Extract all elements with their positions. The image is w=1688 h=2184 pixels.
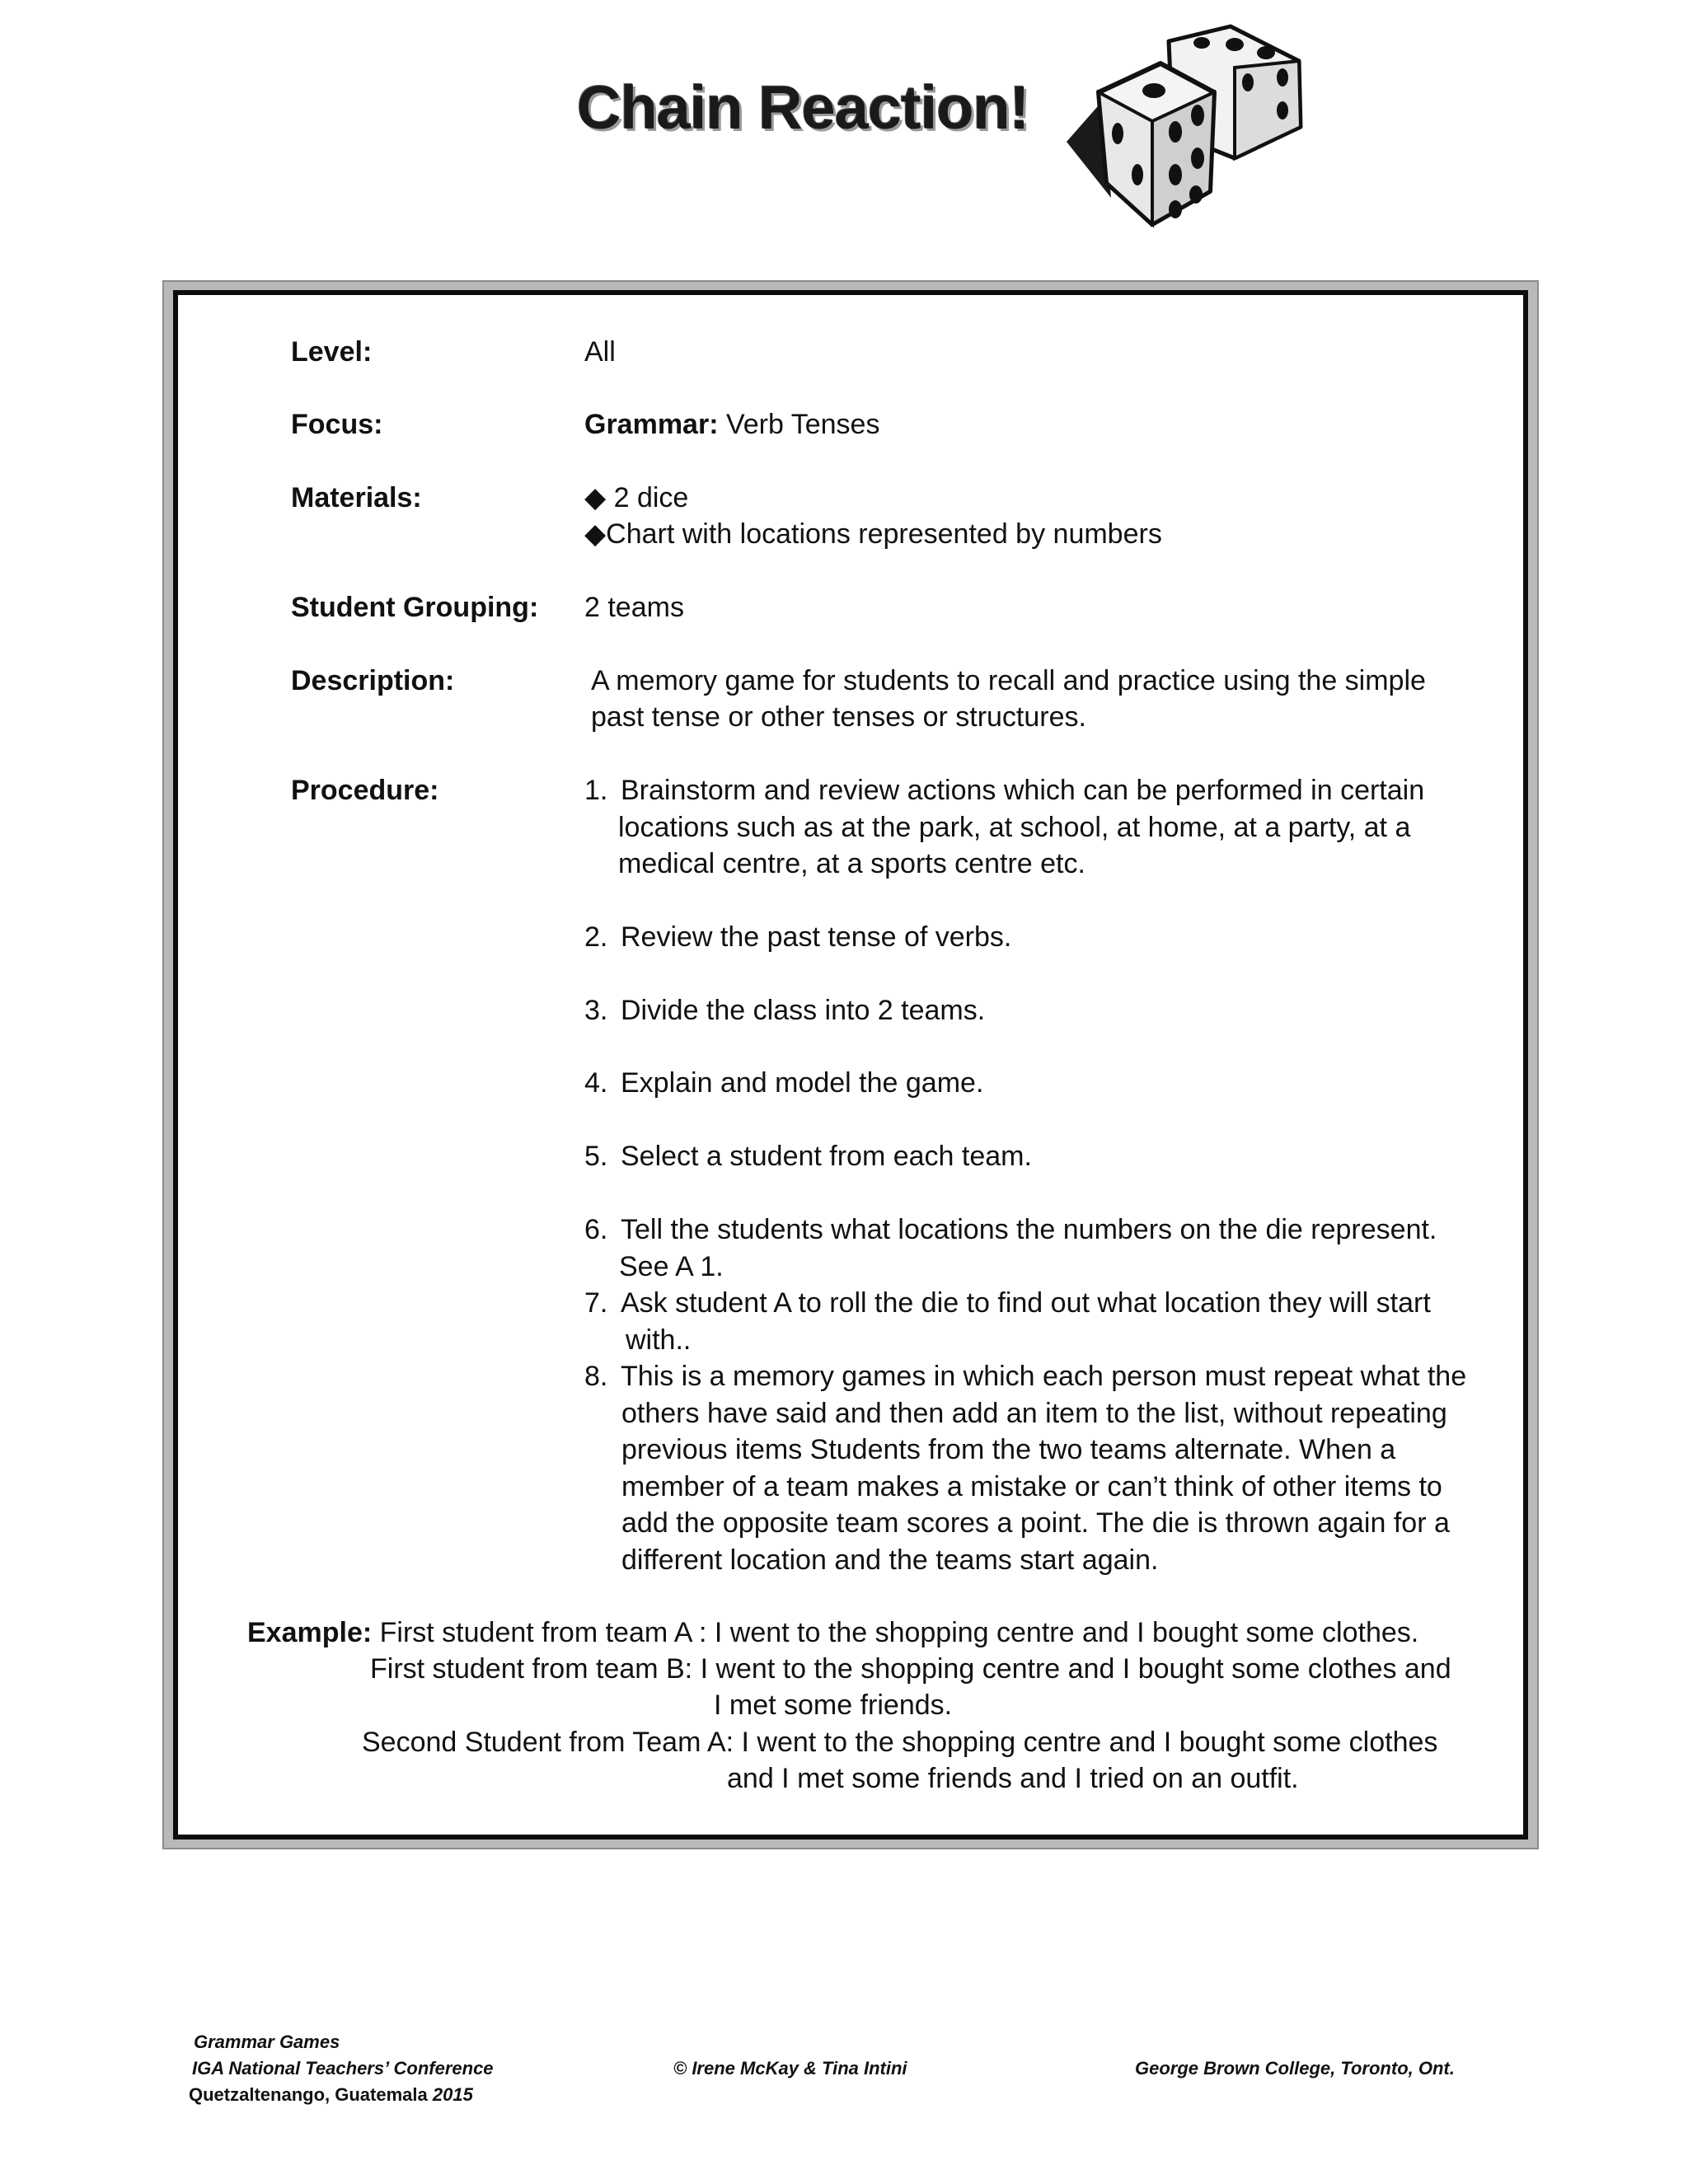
procedure-step — [584, 1358, 1466, 1578]
footer-conference: IGA National Teachers’ Conference — [192, 2058, 494, 2079]
step-line: with.. — [626, 1324, 692, 1356]
step-line: member of a team makes a mistake or can’t think of other items to — [621, 1470, 1442, 1502]
step-number: 4. — [584, 1067, 608, 1099]
focus-topic: Verb Tenses — [725, 409, 880, 440]
footer-place: Quetzaltenango, Guatemala — [189, 2084, 428, 2105]
step-line: Divide the class into 2 teams. — [621, 995, 986, 1026]
description-label: Description: — [291, 665, 455, 696]
step-line: Brainstorm and review actions which can be performed in certain — [621, 775, 1425, 806]
step-line: locations such as at the park, at school, at home, at a party, at a — [618, 811, 1411, 843]
footer-series: Grammar Games — [194, 2032, 340, 2052]
procedure-step — [584, 919, 1011, 956]
example-text: First student from team A : I went to the shopping centre and I bought some clothes. — [379, 1617, 1419, 1648]
focus-key: Grammar: — [584, 409, 719, 440]
procedure-step — [584, 1212, 1437, 1285]
step-line: medical centre, at a sports centre etc. — [618, 848, 1085, 879]
procedure-step — [584, 772, 1424, 883]
step-number: 6. — [584, 1214, 608, 1245]
description-line: past tense or other tenses or structures. — [591, 701, 1086, 733]
focus-label: Focus: — [291, 409, 383, 440]
step-number: 3. — [584, 995, 608, 1026]
step-line: different location and the teams start again. — [621, 1544, 1159, 1576]
procedure-step — [584, 1138, 1032, 1175]
step-number: 8. — [584, 1361, 608, 1392]
footer-year: 2015 — [432, 2084, 473, 2105]
step-line: previous items Students from the two teams alternate. When a — [621, 1434, 1396, 1465]
step-line: This is a memory games in which each person must repeat what the — [621, 1361, 1467, 1392]
procedure-step — [584, 1065, 983, 1102]
step-number: 5. — [584, 1141, 608, 1172]
focus-value — [584, 406, 879, 443]
step-number: 2. — [584, 921, 608, 953]
step-number: 1. — [584, 775, 608, 806]
step-line: Select a student from each team. — [621, 1141, 1032, 1172]
step-line: Explain and model the game. — [621, 1067, 984, 1099]
step-line: Tell the students what locations the numbers on the die represent. — [621, 1214, 1437, 1245]
level-value: All — [584, 336, 616, 368]
level-label: Level: — [291, 336, 373, 368]
materials-label: Materials: — [291, 482, 422, 513]
step-line: Ask student A to roll the die to find out what location they will start — [621, 1287, 1431, 1319]
example-line: and I met some friends and I tried on an outfit. — [727, 1763, 1299, 1794]
step-line: add the opposite team scores a point. The die is thrown again for a — [621, 1507, 1450, 1539]
example-line — [247, 1615, 1418, 1651]
footer-college: George Brown College, Toronto, Ont. — [1135, 2058, 1455, 2079]
step-number: 7. — [584, 1287, 608, 1319]
example-line: First student from team B: I went to the shopping centre and I bought some clothes and — [370, 1653, 1451, 1685]
grouping-label: Student Grouping: — [291, 592, 539, 623]
materials-item: ◆ 2 dice — [584, 482, 689, 513]
footer-location — [189, 2082, 473, 2108]
materials-item: ◆Chart with locations represented by numbers — [584, 518, 1162, 550]
page-title: Chain Reaction! — [577, 73, 1029, 142]
procedure-step — [584, 992, 985, 1029]
front-die — [1099, 63, 1214, 224]
dice-icon — [1062, 18, 1319, 234]
procedure-step — [584, 1285, 1431, 1358]
step-line: Review the past tense of verbs. — [621, 921, 1012, 953]
footer-copyright: © Irene McKay & Tina Intini — [673, 2058, 907, 2079]
example-label: Example: — [247, 1617, 373, 1648]
example-line: Second Student from Team A: I went to the shopping centre and I bought some clothes — [362, 1727, 1438, 1758]
step-line: See A 1. — [619, 1250, 724, 1282]
procedure-label: Procedure: — [291, 775, 439, 806]
grouping-value: 2 teams — [584, 592, 684, 623]
step-line: others have said and then add an item to the list, without repeating — [621, 1397, 1447, 1429]
description-line: A memory game for students to recall and practice using the simple — [591, 665, 1426, 696]
example-line: I met some friends. — [714, 1690, 953, 1721]
